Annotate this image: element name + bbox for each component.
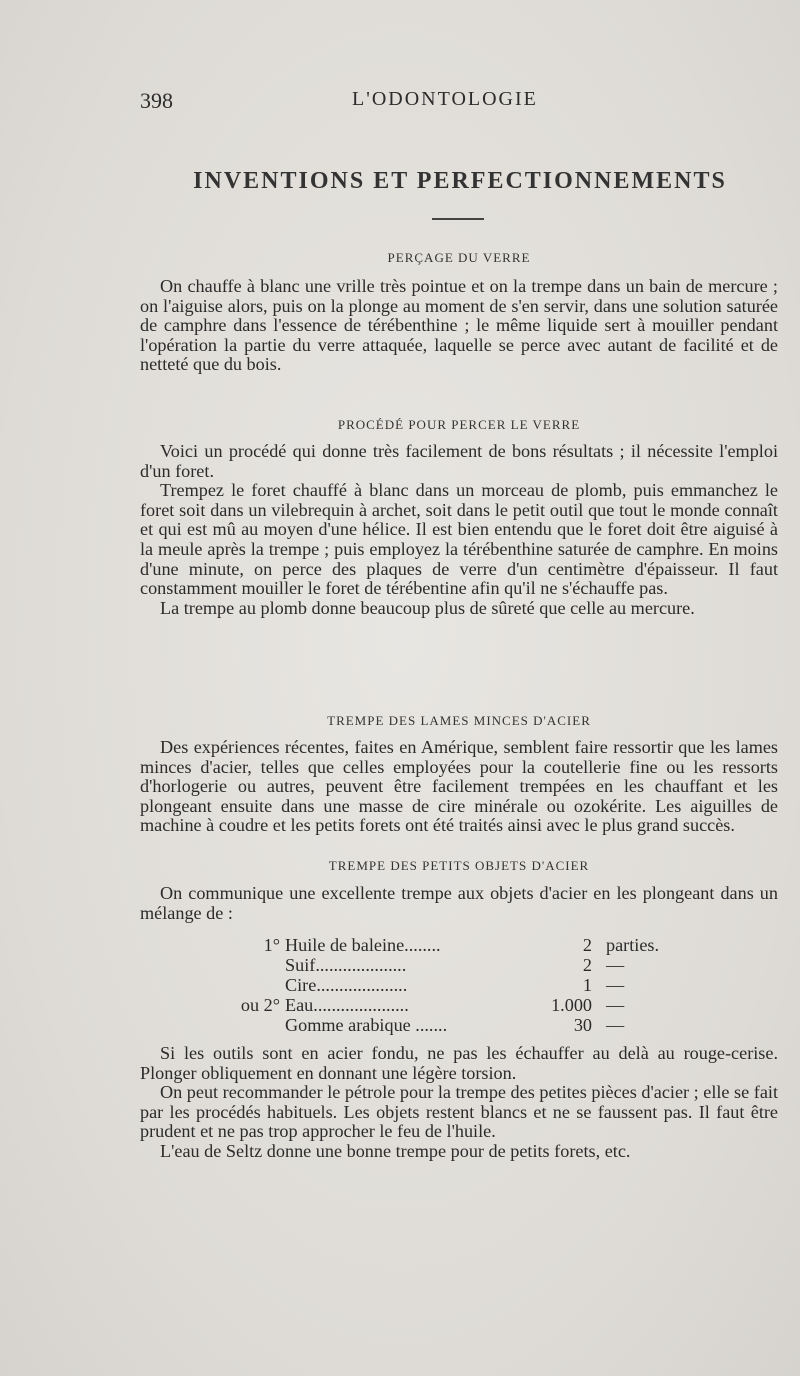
section-intro-petits-objets xyxy=(140,884,778,923)
recipe-row xyxy=(140,995,800,1015)
recipe-row xyxy=(140,955,800,975)
section-body-lames xyxy=(140,716,778,836)
recipe-quantity: 1.000 xyxy=(551,995,592,1015)
recipe-unit: — xyxy=(606,1015,625,1035)
paragraph: On chauffe à blanc une vrille très pointue et on la trempe dans un bain de mercure ; on l'aiguise alors, puis on la plonge au moment de s'en servir, dans une solution saturée de camphre dans l'essence de térébenthine ; le même liquide sert à mouiller pendant l'opération la partie du verre attaquée, laquelle se perce avec autant de facilité et de netteté que du bois. xyxy=(140,276,778,375)
recipe-ingredient: Huile de baleine........ xyxy=(285,935,441,955)
page-number: 398 xyxy=(140,88,173,113)
recipe-unit: — xyxy=(606,995,625,1015)
recipe-unit: parties. xyxy=(606,935,660,955)
section-heading-petits-objets: TREMPE DES PETITS OBJETS D'ACIER xyxy=(328,858,590,873)
recipe-row xyxy=(140,935,800,955)
section-body-percage xyxy=(140,277,778,375)
recipe-unit: — xyxy=(606,975,625,995)
section-heading-lames: TREMPE DES LAMES MINCES D'ACIER xyxy=(327,713,591,728)
section-heading-percage: PERÇAGE DU VERRE xyxy=(387,250,531,265)
paragraph: Voici un procédé qui donne très facilement de bons résultats ; il nécessite l'emploi d'un foret. xyxy=(140,441,778,481)
recipe-unit: — xyxy=(606,955,625,975)
recipe-number: 1° xyxy=(263,935,280,955)
recipe-quantity: 2 xyxy=(582,935,592,955)
recipe-ingredient: Suif.................... xyxy=(285,955,407,975)
title-rule xyxy=(432,218,484,220)
recipe-ingredient: Gomme arabique ....... xyxy=(285,1015,448,1035)
recipe-ingredient: Eau..................... xyxy=(285,995,409,1015)
recipe-ingredient: Cire.................... xyxy=(285,975,408,995)
recipe-row xyxy=(140,1015,800,1035)
section-heading-procede: PROCÉDÉ POUR PERCER LE VERRE xyxy=(337,417,581,432)
paragraph: Si les outils sont en acier fondu, ne pas les échauffer au delà au rouge-cerise. Plonger obliquement en donnant une légère torsion. xyxy=(140,1043,778,1083)
section-body-procede xyxy=(140,442,778,618)
running-title: L'ODONTOLOGIE xyxy=(352,88,538,110)
paragraph: La trempe au plomb donne beaucoup plus de sûreté que celle au mercure. xyxy=(160,597,695,618)
paragraph: On communique une excellente trempe aux objets d'acier en les plongeant dans un mélange de : xyxy=(140,883,778,923)
paragraph: Trempez le foret chauffé à blanc dans un morceau de plomb, puis emmanchez le foret soit dans un vilebrequin à archet, soit dans le petit outil que tout le monde connaît et qui est mû au moyen d'une hélice. Il est bien entendu que le foret doit être aiguisé à la meule après la trempe ; puis employez la térébenthine saturée de camphre. En moins d'une minute, on perce des plaques de verre d'un centimètre d'épaisseur. Il faut constamment mouiller le foret de térébentine afin qu'il ne s'échauffe pas. xyxy=(140,480,778,599)
recipe-table xyxy=(140,935,800,1035)
paragraph: On peut recommander le pétrole pour la trempe des petites pièces d'acier ; elle se fait par les procédés habituels. Les objets restent blancs et ne se faussent pas. Il faut être prudent et ne pas trop approcher le feu de l'huile. xyxy=(140,1082,778,1142)
recipe-quantity: 30 xyxy=(573,1015,592,1035)
section-body-petits-objets xyxy=(140,1044,778,1162)
recipe-number: ou 2° xyxy=(240,995,280,1015)
recipe-row xyxy=(140,975,800,995)
article-title: INVENTIONS ET PERFECTIONNEMENTS xyxy=(193,168,727,194)
page-header xyxy=(0,88,800,118)
paragraph: Des expériences récentes, faites en Amérique, semblent faire ressortir que les lames minces d'acier, telles que celles employées pour la coutellerie fine ou les ressorts d'horlogerie ou autres, peuvent être facilement trempées en les chauffant et les plongeant ensuite dans une masse de cire minérale ou ozokérite. Les aiguilles de machine à coudre et les petits forets ont été traités ainsi avec le plus grand succès. xyxy=(140,737,778,836)
recipe-quantity: 2 xyxy=(582,955,592,975)
recipe-quantity: 1 xyxy=(582,975,592,995)
paragraph: L'eau de Seltz donne une bonne trempe pour de petits forets, etc. xyxy=(160,1140,631,1161)
